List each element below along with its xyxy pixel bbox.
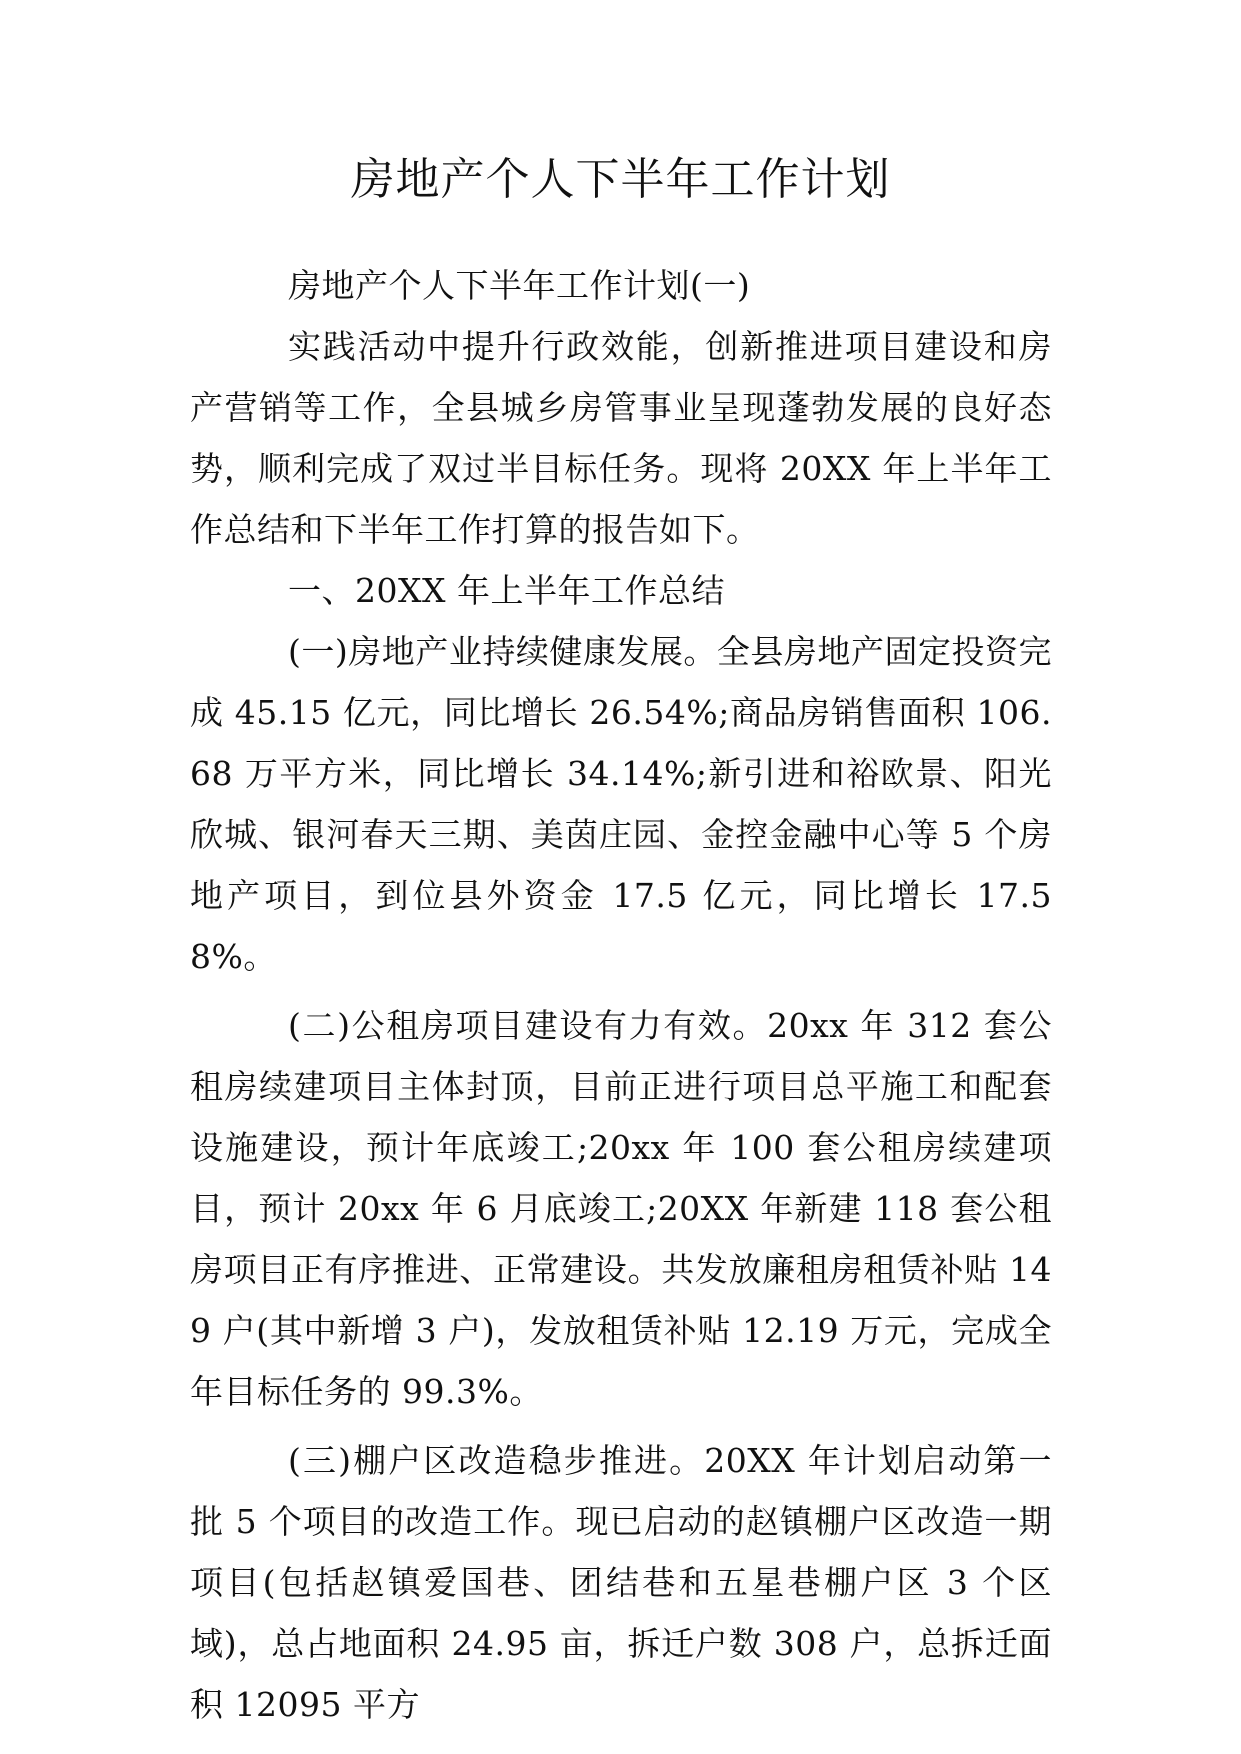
paragraph-real-estate: (一)房地产业持续健康发展。全县房地产固定投资完成 45.15 亿元，同比增长 26.54%;商品房销售面积 106.68 万平方米，同比增长 34.14%;新引进和裕欧景、阳光欣城、银河春天三期、美茵庄园、金控金融中心等 5 个房地产项目，到位县外资金 17.5 亿元，同比增长 17.58%。 (190, 632, 1052, 976)
document-body (190, 255, 1052, 1735)
paragraph-intro: 实践活动中提升行政效能，创新推进项目建设和房产营销等工作，全县城乡房管事业呈现蓬勃发展的良好态势，顺利完成了双过半目标任务。现将 20XX 年上半年工作总结和下半年工作打算的报告如下。 (190, 327, 1052, 549)
document-title: 房地产个人下半年工作计划 (350, 154, 891, 205)
paragraph-public-rental: (二)公租房项目建设有力有效。20xx 年 312 套公租房续建项目主体封顶，目前正进行项目总平施工和配套设施建设，预计年底竣工;20xx 年 100 套公租房续建项目，预计 20xx 年 6 月底竣工;20XX 年新建 118 套公租房项目正有序推进、正常建设。共发放廉租房租赁补贴 149 户(其中新增 3 户)，发放租赁补贴 12.19 万元，完成全年目标任务的 99.3%。 (190, 1006, 1052, 1411)
paragraph-shantytown: (三)棚户区改造稳步推进。20XX 年计划启动第一批 5 个项目的改造工作。现已启动的赵镇棚户区改造一期项目(包括赵镇爱国巷、团结巷和五星巷棚户区 3 个区域)，总占地面积 24.95 亩，拆迁户数 308 户，总拆迁面积 12095 平方 (190, 1441, 1052, 1724)
paragraph-section-heading: 一、20XX 年上半年工作总结 (288, 571, 725, 610)
paragraph-subtitle: 房地产个人下半年工作计划(一) (288, 266, 751, 305)
